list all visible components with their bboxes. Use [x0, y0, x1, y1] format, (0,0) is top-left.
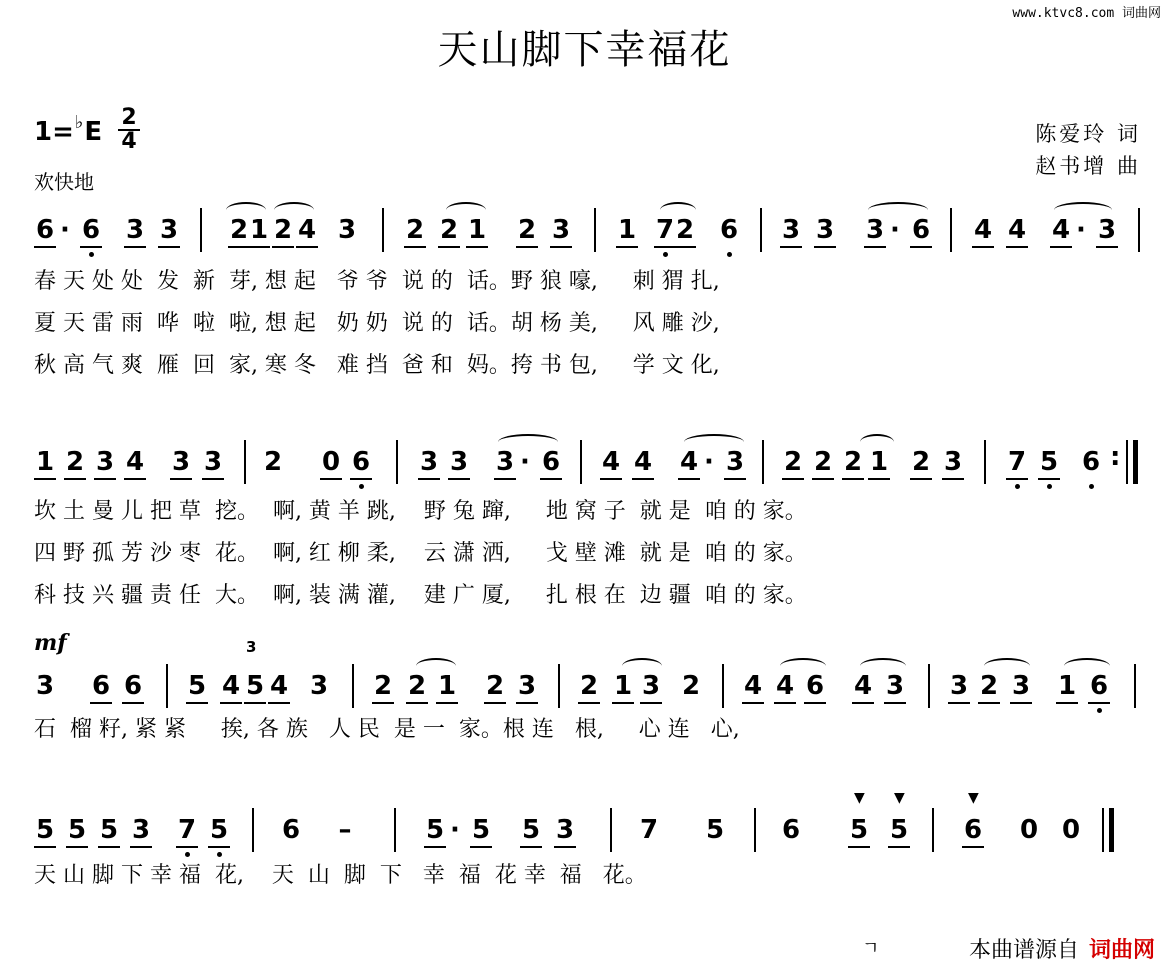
- footer-source: [969, 933, 1155, 964]
- corner-mark: ㄱ: [862, 938, 880, 959]
- notes-line-1: 6 · 6 3 3 2 1 2 4 3 2 2 1 2 3 1 7 2 6 3 3 3 · 6 4 4 4 · 3: [34, 212, 1149, 252]
- lyrics-verse-1: 春 天 处 处 发 新 芽, 想 起 爷 爷 说 的 话。野 狼 嚎, 刺 猬 扎,: [34, 269, 720, 294]
- lyrics-verse-2: 夏 天 雷 雨 哗 啦 啦, 想 起 奶 奶 说 的 话。胡 杨 美, 风 雕 沙,: [34, 311, 720, 336]
- accent-icon: ▼: [894, 790, 905, 806]
- tempo-marking: 欢快地: [34, 170, 94, 194]
- lyricist-credit: 陈爱玲 词: [1035, 122, 1141, 146]
- lyrics-verse-3: 科 技 兴 疆 责 任 大。 啊, 装 满 灌, 建 广 厦, 扎 根 在 边 疆 咱 的 家。: [34, 583, 807, 608]
- site-link[interactable]: 词曲网: [1088, 938, 1155, 963]
- flat-icon: ♭: [74, 112, 84, 133]
- site-watermark: www.ktvc8.com 词曲网: [1012, 6, 1161, 21]
- key-note: E: [84, 117, 103, 147]
- accent-icon: ▼: [854, 790, 865, 806]
- notes-line-4: 5 5 5 3 7 5 6 – 5 · 5 5 3 7 5 6 ▼ ▼ 5 5 ▼ 6 0 0: [34, 812, 1149, 852]
- time-top: 2: [121, 105, 137, 130]
- notes-line-3: 3 6 6 3 5 4 5 4 3 2 2 1 2 3 2 1 3 2 4 4 6 4 3 3 2 3 1 6: [34, 668, 1149, 708]
- dynamic-marking: mf: [34, 630, 67, 656]
- time-bottom: 4: [121, 129, 137, 154]
- lyrics-verse-3: 秋 高 气 爽 雁 回 家, 寒 冬 难 挡 爸 和 妈。挎 书 包, 学 文 化,: [34, 353, 720, 378]
- lyrics-line-3: 石 榴 籽, 紧 紧 挨, 各 族 人 民 是 一 家。根 连 根, 心 连 心,: [34, 717, 740, 742]
- triplet-marker: 3: [246, 638, 257, 656]
- accent-icon: ▼: [968, 790, 979, 806]
- lyrics-verse-2: 四 野 孤 芳 沙 枣 花。 啊, 红 柳 柔, 云 潇 洒, 戈 壁 滩 就 是 咱 的 家。: [34, 541, 807, 566]
- lyrics-line-4: 天 山 脚 下 幸 福 花, 天 山 脚 下 幸 福 花 幸 福 花。: [34, 863, 647, 888]
- song-title: 天山脚下幸福花: [437, 27, 732, 73]
- source-label: 本曲谱源自: [968, 938, 1079, 963]
- notes-line-2: 1 2 3 4 3 3 2 0 6 3 3 3 · 6 4 4 4 · 3 2 2 2 1 2 3 7 5 6 :: [34, 444, 1149, 484]
- key-prefix: 1=: [34, 117, 74, 147]
- composer-credit: 赵书增 曲: [1035, 154, 1141, 178]
- time-signature: [118, 105, 140, 154]
- lyrics-verse-1: 坎 土 曼 儿 把 草 挖。 啊, 黄 羊 跳, 野 兔 蹿, 地 窝 子 就 是 咱 的 家。: [34, 499, 807, 524]
- key-signature: [34, 112, 102, 147]
